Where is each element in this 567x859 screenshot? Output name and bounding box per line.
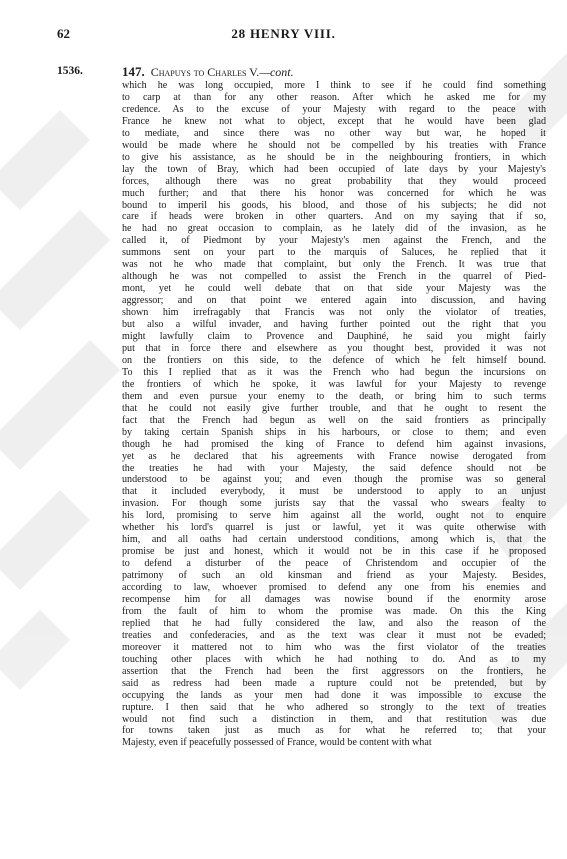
text-line: treaties and confederacies, and as the text was clear it must not be evaded; <box>122 629 546 641</box>
text-line: promise be just and honest, which it would not be in this case if he proposed <box>122 546 546 558</box>
text-line: To this I replied that as it was the French who had begun the incursions on <box>122 366 546 378</box>
text-line: replied that he had fully considered the law, and also the reason of the <box>122 617 546 629</box>
text-line: shown him irrefragably that Francis was not only the violator of treaties, <box>122 307 546 319</box>
text-line: assertion that the French had been the first aggressors on the frontiers, he <box>122 665 546 677</box>
text-line: that it included everybody, it must be understood to apply to an unjust <box>122 486 546 498</box>
text-line: on the frontiers on this side, to the defence of which he felt himself bound. <box>122 354 546 366</box>
text-line: which he was long occupied, more I think to see if he could find something <box>122 80 546 91</box>
text-line: might lawfully claim to Provence and Dauphiné, he said you might fairly <box>122 331 546 343</box>
body-text <box>122 80 546 749</box>
text-line: moreover it mattered not to him who was the first violator of the treaties <box>122 641 546 653</box>
text-line: rupture. I then said that he who adhered so strongly to the text of treaties <box>122 701 546 713</box>
text-line: put that in force there and elsewhere as you thought best, provided it was not <box>122 342 546 354</box>
text-line: according to law, whoever promised to defend any one from his enemies and <box>122 582 546 594</box>
text-line: though he had promised the king of France to defend him against invasions, <box>122 438 546 450</box>
text-line: fact that the French had begun as well on the said frontiers as principally <box>122 414 546 426</box>
text-line: would be made where he should not be compelled by his treaties with France <box>122 139 546 151</box>
text-line: but also a wilful invader, and having further pointed out the right that you <box>122 319 546 331</box>
text-line: France he knew not what to object, except that he would have been glad <box>122 115 546 127</box>
text-line: the treaties he had with your Majesty, the said defence should not be <box>122 462 546 474</box>
text-line: from the fault of him to whom the promise was made. On this the King <box>122 605 546 617</box>
text-line: his lord, promising to serve him against all the world, ought not to enquire <box>122 510 546 522</box>
text-line: although he was not compelled to assist the French in the quarrel of Pied- <box>122 271 546 283</box>
text-line: to defend a disturber of the peace of Christendom and occupier of the <box>122 558 546 570</box>
text-line: aggressor; and on that point we entered again into discussion, and having <box>122 295 546 307</box>
text-line: would not find such a distinction in them, and that restitution was due <box>122 713 546 725</box>
text-line: the frontiers of which he spoke, it was lawful for your Majesty to revenge <box>122 378 546 390</box>
entry-title: Chapuys to Charles V. <box>150 65 260 79</box>
entry-number: 147. <box>122 64 145 79</box>
text-line: lay the town of Bray, which had been occupied of late days by your Majesty's <box>122 163 546 175</box>
text-line: to carp at than for any other reason. After which he asked me for my <box>122 91 546 103</box>
text-line: to give his assistance, as he should be in the neighbouring frontiers, in which <box>122 151 546 163</box>
text-line: whether his lord's quarrel is just or lawful, yet it was quite otherwise with <box>122 522 546 534</box>
text-line: bound to imperil his goods, his blood, and those of his subjects; he did not <box>122 199 546 211</box>
text-line: that he could not easily give further trouble, and that he ought to resent the <box>122 402 546 414</box>
text-line: said as redress had been made a rupture could not be pretended, but by <box>122 677 546 689</box>
text-line: him, and all oaths had certain understood conditions, among which is, that the <box>122 534 546 546</box>
text-line: was not he who made that complaint, but only the French. It was true that <box>122 259 546 271</box>
text-line: yet as he declared that his agreements with France nowise derogated from <box>122 450 546 462</box>
text-line: recompense him for all damages was nowise bound if the enormity arose <box>122 593 546 605</box>
text-line: much further; and that there his honor was concerned for which he was <box>122 187 546 199</box>
text-line: for towns taken just as much as for what he referred to; that your <box>122 725 546 737</box>
text-line: he had no great occasion to complain, as he lately did of the invasion, as he <box>122 223 546 235</box>
text-line: occupying the lands as your men had done it was impossible to excuse the <box>122 689 546 701</box>
text-line: care if heads were broken in other quarters. And on my saying that if so, <box>122 211 546 223</box>
text-line: by taking certain Spanish ships in his harbours, or close to them; and even <box>122 426 546 438</box>
text-line: to mediate, and since there was no other way but war, he hoped it <box>122 127 546 139</box>
text-line: touching other places with which he had nothing to do. And as to my <box>122 653 546 665</box>
text-line: invasion. For though some jurists say that the vassal who swears fealty to <box>122 498 546 510</box>
text-line: mont, yet he could well debate that on that side your Majesty was the <box>122 283 546 295</box>
text-line: them and even pursue your enemy to the death, or bring him to such terms <box>122 390 546 402</box>
entry-cont: —cont. <box>259 65 294 79</box>
text-line: called it, of Piedmont by your Majesty's men against the French, and the <box>122 235 546 247</box>
margin-year: 1536. <box>57 65 83 77</box>
text-line: Majesty, even if peacefully possessed of France, would be content with what <box>122 737 432 749</box>
page-number: 62 <box>57 26 70 41</box>
text-line: summons sent on your part to the marquis of Saluces, he replied that it <box>122 247 546 259</box>
text-line: patrimony of such an old kinsman and friend as your Majesty. Besides, <box>122 570 546 582</box>
entry-heading <box>122 64 294 80</box>
text-line: forces, although there was no great probability that they would proceed <box>122 175 546 187</box>
text-line: understood to be against you; and even though the promise was so general <box>122 474 546 486</box>
text-line: credence. As to the excuse of your Majesty with regard to the peace with <box>122 103 546 115</box>
running-head: 28 HENRY VIII. <box>231 26 336 41</box>
